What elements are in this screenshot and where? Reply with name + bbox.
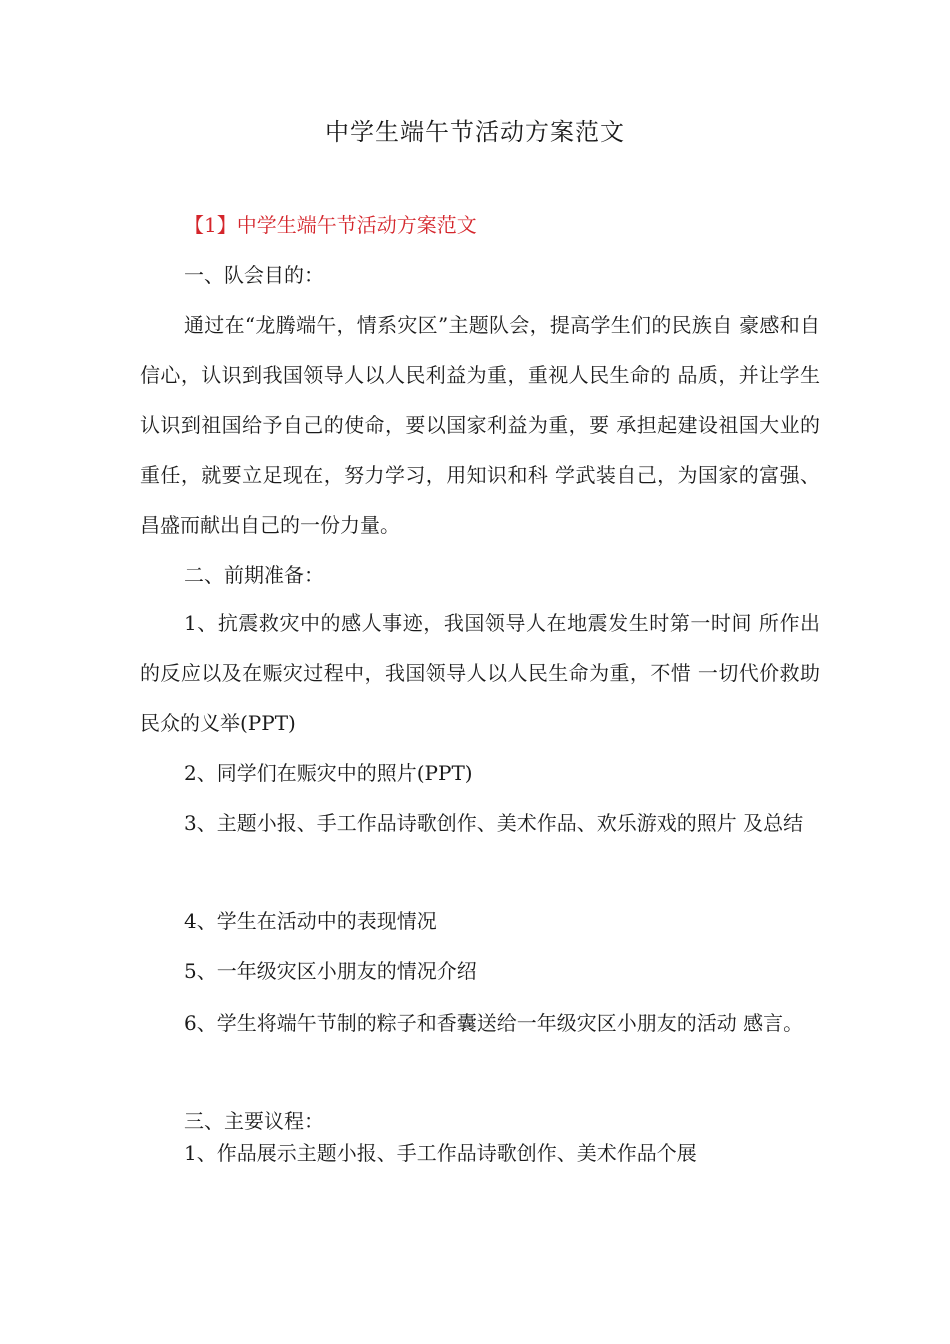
paragraph: 3、主题小报、手工作品诗歌创作、美术作品、欢乐游戏的照片 及总结 (184, 811, 804, 835)
paragraph: 二、前期准备： (184, 563, 324, 587)
page-title: 中学生端午节活动方案范文 (325, 118, 625, 146)
paragraph: 1、抗震救灾中的感人事迹，我国领导人在地震发生时第一时间 所作出的反应以及在赈灾过程中，我国领导人以人民生命为重，不惜 一切代价救助民众的义举(PPT) (140, 611, 820, 735)
section-heading: 【1】中学生端午节活动方案范文 (184, 213, 477, 237)
paragraph: 三、主要议程： (184, 1109, 324, 1133)
paragraph: 一、队会目的： (184, 263, 324, 287)
paragraph: 4、学生在活动中的表现情况 (184, 909, 437, 933)
paragraph: 1、作品展示主题小报、手工作品诗歌创作、美术作品个展 (184, 1141, 697, 1165)
paragraph: 通过在“龙腾端午，情系灾区”主题队会，提高学生们的民族自 豪感和自信心，认识到我国领导人以人民利益为重，重视人民生命的 品质，并让学生认识到祖国给予自己的使命，要以国家利益为重，要 承担起建设祖国大业的重任，就要立足现在，努力学习，用知识和科 学武装自己，为国家的富强、昌盛而献出自己的一份力量。 (140, 313, 820, 537)
paragraph: 2、同学们在赈灾中的照片(PPT) (184, 761, 473, 785)
paragraph: 5、一年级灾区小朋友的情况介绍 (184, 959, 477, 983)
paragraph: 6、学生将端午节制的粽子和香囊送给一年级灾区小朋友的活动 感言。 (184, 1011, 804, 1035)
